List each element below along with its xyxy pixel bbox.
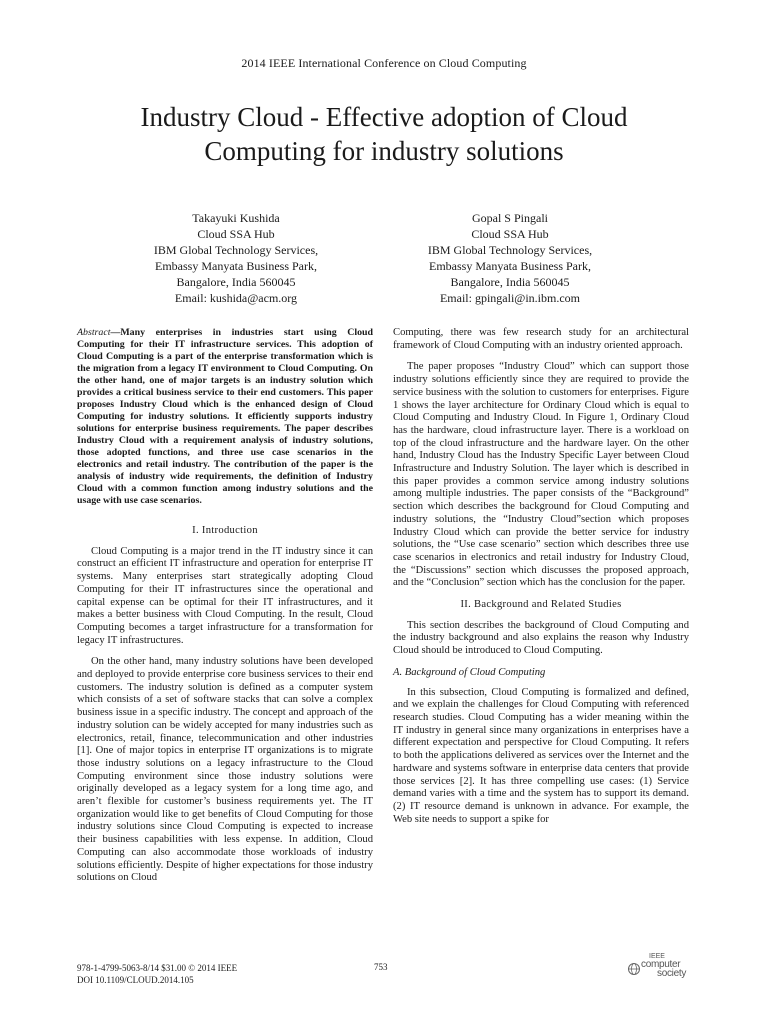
logo-computer-text: computer — [641, 959, 681, 970]
section-heading-introduction: I. Introduction — [192, 525, 258, 536]
paragraph: Computing, there was few research study for an architectural framework of Cloud Computing with an industry oriented approach. — [393, 327, 689, 351]
author-address: Embassy Manyata Business Park, — [429, 259, 591, 273]
copyright-line: 978-1-4799-5063-8/14 $31.00 © 2014 IEEE — [77, 963, 238, 973]
author-block-2 — [390, 210, 630, 306]
paragraph: This section describes the background of Cloud Computing and the industry background and also explains the reason why Industry Cloud should be introduced to Cloud Computing. — [393, 619, 689, 657]
conference-name: 2014 IEEE International Conference on Cloud Computing — [241, 56, 527, 70]
paragraph: On the other hand, many industry solutions have been developed and deployed to provide enterprise core business services to their end customers. The industry solution is defined as a computer system which consists of a set of software stacks that can solve a complex business issue in a specific industry. The concept and approach of the industry solution can be widely accepted for many industries such as electronics, retail, finance, telecommunication and other industries [1]. One of major topics in enterprise IT organizations is to migrate those industry solutions on a legacy infrastructure to the Cloud Computing environment since those industry solutions were originally developed as a legacy system for a long time ago, and aren’t flexible for customer’s business requirements yet. The IT organization would like to get benefits of Cloud Computing for those industry solutions since Cloud Computing is expected to increase their business capabilities with less expense. In addition, Cloud Computing can also accommodate those workloads of industry solutions efficiently. Despite of higher expectations for those industry solutions on Cloud — [77, 656, 373, 884]
author-name: Gopal S Pingali — [471, 211, 548, 225]
computer-society-logo — [627, 953, 697, 983]
paragraph: The paper proposes “Industry Cloud” which can support those industry solutions efficiently since they are required to provide the service business with the solution to customers for enterprises. Figure 1 shows the layer architecture for Ordinary Cloud which is equal to Cloud Computing and Industry Cloud. In Figure 1, Ordinary Cloud has the hardware, cloud infrastructure layer. There is a workload on top of the cloud infrastructure and the hardware layer. On the other hand, Industry Cloud has the Industry Specific Layer between Cloud Infrastructure and Industry Solution. The layer which is described in this paper provides a common service among industry solutions among multiple industries. The paper consists of the “Background” section which describes the background for Cloud Computing and industry solutions, the “Industry Cloud”section which proposes Industry Cloud which can provide the better service for industry solutions, the “Use case scenario” section which describes three use case scenarios in electronics and retail industry for Industry Cloud, the “Discussions” section which discusses the proposed approach, and the “Conclusion” section which has the conclusion for the paper. — [393, 361, 689, 589]
footer-copyright — [77, 962, 237, 986]
author-name: Takayuki Kushida — [192, 211, 280, 225]
author-city: Bangalore, India 560045 — [176, 275, 296, 289]
paragraph: In this subsection, Cloud Computing is formalized and defined, and we explain the challenges for Cloud Computing with referenced research studies. Cloud Computing has a wider meaning within the IT industry in general since many organizations in enterprises have a different expectation and perspective for Cloud Computing. It refers to both the applications delivered as services over the Internet and the hardware and systems software in enterprise data centers that provide those services [2]. It has three compelling use cases: (1) Service demand varies with a time and the system has to support its demand. (2) IT resource demand is unknown in advance. For example, the Web site needs to support a spike for — [393, 686, 689, 825]
abstract-text: —Many enterprises in industries start using Cloud Computing for their IT infrastructure services. This adoption of Cloud Computing is a part of the enterprise transformation which is the migration from a legacy IT environment to Cloud Computing. On the other hand, one of major targets is an industry solution which provides a critical business service to their end customers. This paper proposes Industry Cloud which is the enhanced design of Cloud Computing for industry solutions. It efficiently supports industry solutions for enterprise business requirements. The paper describes Industry Cloud with a requirement analysis of industry solutions, those adopted functions, and three use case scenarios in the electronics and retail industry. The contribution of the paper is the analysis of industry wide requirements, the definition of Industry Cloud with a common function among industry solutions and the usage with use case scenarios. — [77, 327, 373, 506]
right-column — [393, 327, 689, 835]
logo-ieee-text: IEEE — [649, 953, 665, 960]
author-email: Email: kushida@acm.org — [174, 291, 298, 305]
abstract — [77, 327, 373, 507]
title-line-1: Industry Cloud - Effective adoption of Cloud — [140, 102, 628, 132]
author-city: Bangalore, India 560045 — [450, 275, 570, 289]
paragraph: Cloud Computing is a major trend in the IT industry since it can construct an efficient IT infrastructure and operation for enterprise IT systems. Many enterprises start strategically adopting Cloud Computing for their IT infrastructures since the operational and capital expense can be optimal for their IT infrastructures, and it makes a better business with Cloud Computing. In the result, Cloud Computing becomes a target infrastructure for a transformation for legacy IT infrastructures. — [77, 545, 373, 646]
author-unit: Cloud SSA Hub — [197, 227, 275, 241]
author-unit: Cloud SSA Hub — [471, 227, 549, 241]
abstract-lead: Abstract — [77, 327, 111, 338]
logo-society-text: society — [657, 968, 687, 979]
paper-title — [60, 100, 708, 168]
page-number: 753 — [374, 962, 388, 972]
left-column — [77, 327, 373, 894]
title-line-2: Computing for industry solutions — [204, 136, 564, 166]
society-globe-icon — [627, 962, 641, 976]
author-address: Embassy Manyata Business Park, — [155, 259, 317, 273]
doi-line: DOI 10.1109/CLOUD.2014.105 — [77, 975, 194, 985]
author-org: IBM Global Technology Services, — [427, 243, 593, 257]
author-email: Email: gpingali@in.ibm.com — [439, 291, 581, 305]
subsection-heading: A. Background of Cloud Computing — [393, 666, 546, 678]
author-org: IBM Global Technology Services, — [153, 243, 319, 257]
section-heading-background: II. Background and Related Studies — [460, 599, 622, 611]
author-block-1 — [116, 210, 356, 306]
